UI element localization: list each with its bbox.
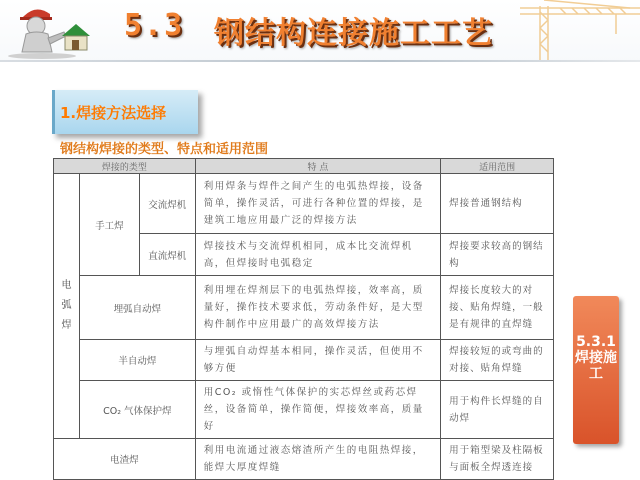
- header-scope: 适用范围: [441, 159, 554, 174]
- section-nav-label[interactable]: 5.3.1焊接施工: [575, 334, 617, 382]
- co2-shield-scope: 用于构件长焊缝的自动焊: [441, 381, 554, 439]
- submerged-arc-feature: 利用埋在焊剂层下的电弧热焊接，效率高，质量好，操作技术要求低，劳动条件好，是大型构件制作中应用最广的高效焊接方法: [195, 276, 440, 340]
- table-row: [54, 381, 554, 439]
- submerged-arc-scope: 焊接长度较大的对接、贴角焊缝，一般是有规律的直焊缝: [441, 276, 554, 340]
- welding-types-table: [53, 158, 554, 480]
- ac-welder-type: 交流焊机: [139, 174, 195, 234]
- dc-welder-type: 直流焊机: [139, 234, 195, 276]
- header-type: 焊接的类型: [54, 159, 196, 174]
- ac-welder-scope: 焊接普通钢结构: [441, 174, 554, 234]
- construction-crane-icon: [520, 0, 640, 60]
- ac-welder-feature: 利用焊条与焊件之间产生的电弧热焊接，设备简单，操作灵活，可进行各种位置的焊接，是建筑工地应用最广泛的焊接方法: [195, 174, 440, 234]
- slide-title: 钢结构连接施工工艺: [214, 16, 493, 51]
- co2-shield-feature: 用CO₂ 或惰性气体保护的实芯焊丝或药芯焊丝，设备简单，操作简便，焊接效率高，质量好: [195, 381, 440, 439]
- semi-auto-scope: 焊接较短的或弯曲的对接、贴角焊缝: [441, 340, 554, 381]
- header-feature: 特 点: [195, 159, 440, 174]
- slide-number: 5.3: [124, 8, 185, 43]
- dc-welder-scope: 焊接要求较高的钢结构: [441, 234, 554, 276]
- group-label-text: 电弧焊: [61, 280, 72, 331]
- manual-welding-label: 手工焊: [79, 174, 139, 276]
- table-subtitle: 钢结构焊接的类型、特点和适用范围: [60, 142, 269, 157]
- electroslag-feature: 利用电流通过液态熔渣所产生的电阻热焊接，能焊大厚度焊缝: [195, 439, 440, 480]
- worker-with-house-icon: [2, 2, 100, 60]
- electroslag-type: 电渣焊: [54, 439, 196, 480]
- table-row: [54, 174, 554, 234]
- dc-welder-feature: 焊接技术与交流焊机相同，成本比交流焊机高，但焊接时电弧稳定: [195, 234, 440, 276]
- table-header-row: [54, 159, 554, 174]
- table-row: [54, 439, 554, 480]
- semi-auto-feature: 与埋弧自动焊基本相同，操作灵活，但使用不够方便: [195, 340, 440, 381]
- co2-shield-type: CO₂ 气体保护焊: [79, 381, 195, 439]
- table-row: [54, 340, 554, 381]
- header-divider: [0, 60, 640, 62]
- electroslag-scope: 用于箱型梁及柱隔板与面板全焊透连接: [441, 439, 554, 480]
- table-row: [54, 276, 554, 340]
- submerged-arc-type: 埋弧自动焊: [79, 276, 195, 340]
- group-label-arc-welding: [54, 174, 80, 439]
- section-tag-label: 1.焊接方法选择: [60, 104, 167, 122]
- semi-auto-type: 半自动焊: [79, 340, 195, 381]
